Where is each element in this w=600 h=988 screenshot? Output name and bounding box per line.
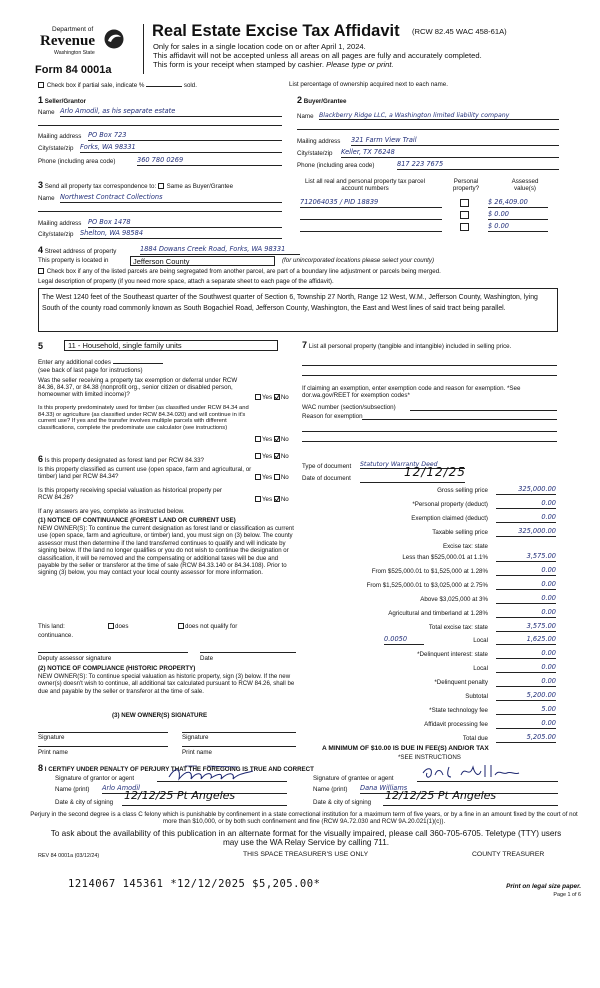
tax-label: Less than $525,000.01 at 1.1% xyxy=(402,554,488,561)
checkmark-icon xyxy=(274,394,280,400)
correspondence-heading: 3 Send all property tax correspondence to: Same as Buyer/Grantee xyxy=(38,180,234,190)
tax-value[interactable]: 5.00 xyxy=(496,706,556,715)
tax-value[interactable]: 3,575.00 xyxy=(496,623,556,632)
grantee-name-row: Name (print) Dana Williams xyxy=(313,786,558,793)
header-line-2: This affidavit will not be accepted unless all areas on all pages are fully and accurately completed. xyxy=(153,51,482,60)
reason-line-3[interactable] xyxy=(302,438,557,442)
tax-label: Subtotal xyxy=(465,693,488,700)
checkmark-icon xyxy=(274,436,280,442)
grantee-sig-row: Signature of grantee or agent xyxy=(313,775,558,782)
legal-description-field[interactable]: The West 1240 feet of the Southeast quarter of the Southwest quarter of Section 6, Township 27 North, Range 12 West, W.M., Jefferson County, Washington, lying South of the county road commonly known as South Bogachiel Road, Jefferson County, Washington, the East and West lines of said tract being parallel. xyxy=(38,288,558,332)
buyer-city-row: City/state/zip Keller, TX 76248 xyxy=(297,150,559,157)
timber-no-checkbox[interactable] xyxy=(274,436,280,442)
tax-value[interactable]: 0.00 xyxy=(496,581,556,590)
dor-swirl-icon xyxy=(102,28,126,50)
doc-date-row: Date of document 12/12/25 xyxy=(302,465,466,482)
tax-label: *State technology fee xyxy=(429,707,488,714)
checkmark-icon xyxy=(274,496,280,502)
see-back-note: (see back of last page for instructions) xyxy=(38,367,143,374)
historical-question: Is this property receiving special valuation as historical property per RCW 84.26? xyxy=(38,487,222,502)
signature-label-1: Signature xyxy=(38,734,65,741)
tax-label: From $1,525,000.01 to $3,025,000 at 2.75% xyxy=(366,582,488,589)
seller-name-row: Name Arlo Amodil, as his separate estate xyxy=(38,109,282,116)
tax-label: Affidavit processing fee xyxy=(424,721,488,728)
signature-label-2: Signature xyxy=(182,734,209,741)
perjury-notice: Perjury in the second degree is a class C felony which is punishable by confinement in a state correctional institution for a maximum term of five years, or by a fine in an amount fixed by the court of not more than $10,000, or by both such confinement and fine (RCW 9A.72.030 and RCW 9A.20.021(1)(c)). xyxy=(30,811,578,826)
legal-label: Legal description of property (if you need more space, attach a separate sheet to each page of the affidavit). xyxy=(38,278,334,285)
historical-yes-no: Yes No xyxy=(255,496,289,503)
tax-label: Exemption claimed (deduct) xyxy=(411,515,488,522)
new-owner-signature-2[interactable] xyxy=(182,729,296,733)
tax-value[interactable]: 0.00 xyxy=(496,500,556,509)
buyer-city-field[interactable]: Keller, TX 76248 xyxy=(341,149,559,158)
revision-number: REV 84 0001a (03/12/24) xyxy=(38,853,100,859)
correspondence-mail-row: Mailing address PO Box 1478 xyxy=(38,220,282,227)
section7-heading: 7 List all personal property (tangible and intangible) included in selling price. xyxy=(302,340,512,350)
parcel-row xyxy=(300,211,558,222)
grantee-date-row: Date & city of signing 12/12/25 Pt Angeles xyxy=(313,799,558,806)
notice1-title: (1) NOTICE OF CONTINUANCE (FOREST LAND OR CURRENT USE) xyxy=(38,517,236,524)
additional-codes-row: Enter any additional codes xyxy=(38,359,163,366)
located-in-row: This property is located in xyxy=(38,257,109,264)
seller-phone-row: Phone (including area code) 360 780 0269 xyxy=(38,158,282,165)
availability-notice: To ask about the availability of this publication in an alternate format for the visually impaired, please call 360-705-6705. Teletype (TTY) users may use the WA Relay Service by calling 711. xyxy=(50,829,562,848)
same-as-buyer-checkbox[interactable] xyxy=(158,183,164,189)
wac-row: WAC number (section/subsection) xyxy=(302,404,557,411)
buyer-name-line2 xyxy=(297,129,559,130)
tax-value[interactable]: 0.00 xyxy=(496,720,556,729)
seller-mail-row: Mailing address PO Box 723 xyxy=(38,133,282,140)
grantor-name-field[interactable]: Arlo Amodil xyxy=(102,785,287,794)
tax-value[interactable]: 0.00 xyxy=(496,567,556,576)
tax-label: From $525,000.01 to $1,525,000 at 1.28% xyxy=(371,568,488,575)
tax-label: *Delinquent penalty xyxy=(434,679,488,686)
seller-heading: 1 Seller/Grantor xyxy=(38,95,87,105)
notice1-body: NEW OWNER(S): To continue the current designation as forest land or classification as current use (open space, farm and agriculture, or timber) land, you must sign on (3) below. The county assessor must then determine if the land transferred continues to qualify and will indicate by signing below. If the land no longer qualifies or you do not wish to continue the designation or classification, it will be removed and the compensating or additional taxes will be due and payable by the seller or transferor at the time of sale (RCW 84.33.140 or 84.34.108). Prior to signing (3) below, you may contact your local county assessor for more information. xyxy=(38,525,294,577)
seller-city-field[interactable]: Forks, WA 98331 xyxy=(80,144,282,153)
deputy-date-field[interactable] xyxy=(200,647,296,653)
assessed-value-field[interactable]: $ 0.00 xyxy=(488,211,548,220)
personal-property-checkbox[interactable] xyxy=(460,199,469,207)
current-use-question: Is this property classified as current use (open space, farm and agricultural, or timber) land per RCW 84.34? xyxy=(38,466,252,481)
tax-label: Local xyxy=(473,665,488,672)
new-owner-print-2[interactable] xyxy=(182,743,296,747)
grantor-date-field[interactable]: 12/12/25 Pt Angeles xyxy=(122,792,287,806)
tax-value[interactable]: 0.00 xyxy=(496,609,556,618)
tax-label: *Delinquent interest: state xyxy=(417,651,488,658)
form-title: Real Estate Excise Tax Affidavit xyxy=(152,22,400,40)
grantee-name-field[interactable]: Dana Williams xyxy=(360,785,558,794)
parcel-number-field[interactable] xyxy=(300,211,442,220)
see-instructions: *SEE INSTRUCTIONS xyxy=(398,754,461,761)
form-citation: (RCW 82.45 WAC 458-61A) xyxy=(412,27,507,36)
personal-property-line-2[interactable] xyxy=(302,372,557,376)
seller-name-line2 xyxy=(38,125,282,126)
tax-value[interactable]: 325,000.00 xyxy=(496,528,556,537)
notice2-title: (2) NOTICE OF COMPLIANCE (HISTORIC PROPERTY) xyxy=(38,665,196,672)
county-treasurer: COUNTY TREASURER xyxy=(472,851,545,858)
section5-num: 5 xyxy=(38,341,44,351)
correspondence-name-field[interactable]: Northwest Contract Collections xyxy=(60,194,282,203)
assessed-col-header: Assessed value(s) xyxy=(511,178,539,193)
buyer-phone-field[interactable]: 817 223 7675 xyxy=(397,161,559,170)
buyer-mail-field[interactable]: 321 Farm View Trail xyxy=(351,137,559,146)
print-on-legal: Print on legal size paper. xyxy=(506,883,581,890)
doc-type-row: Type of document Statutory Warranty Deed xyxy=(302,463,557,470)
certify-row: 8 I CERTIFY UNDER PENALTY OF PERJURY THAT THE FOREGOING IS TRUE AND CORRECT xyxy=(38,763,314,773)
dor-revenue-word: Revenue xyxy=(40,33,95,49)
correspondence-mail-field[interactable]: PO Box 1478 xyxy=(88,219,282,228)
dor-logo xyxy=(30,26,130,68)
form-number: Form 84 0001a xyxy=(35,64,112,76)
grantee-signature-field[interactable] xyxy=(417,769,558,782)
exemption-instruction: If claiming an exemption, enter exemption code and reason for exemption. *See dor.wa.gov/REET for exemption codes* xyxy=(302,385,521,400)
tax-label: Local xyxy=(473,637,488,644)
tax-value[interactable]: 0.00 xyxy=(496,678,556,687)
grantor-name-row: Name (print) Arlo Amodil xyxy=(55,786,295,793)
grantor-sig-row: Signature of grantor or agent xyxy=(55,775,295,782)
tax-label: Total due xyxy=(462,735,488,742)
checkmark-icon xyxy=(274,453,280,459)
parcel-number-field[interactable] xyxy=(300,223,442,232)
correspondence-name-row: Name Northwest Contract Collections xyxy=(38,195,282,202)
buyer-phone-row: Phone (including area code) 817 223 7675 xyxy=(297,162,559,169)
exemption-question: Was the seller receiving a property tax exemption or deferral under RCW 84.36, 84.37, or 84.38 (nonprofit org., senior citizen or disabled person, homeowner with limited income)? xyxy=(38,377,238,399)
personal-property-checkbox[interactable] xyxy=(460,211,469,219)
partial-sale-checkbox[interactable] xyxy=(38,82,44,88)
exemption-no-checkbox[interactable] xyxy=(274,394,280,400)
tax-label: Excise tax: state xyxy=(442,543,488,550)
tax-value[interactable]: 0.00 xyxy=(496,595,556,604)
wac-field[interactable] xyxy=(410,404,557,411)
buyer-name-field[interactable]: Blackberry Ridge LLC, a Washington limited liability company xyxy=(319,112,559,120)
tax-value[interactable]: 0.00 xyxy=(496,514,556,523)
tax-label: Above $3,025,000 at 3% xyxy=(420,596,488,603)
parcel-col-header: List all real and personal property tax parcel account numbers xyxy=(304,178,426,193)
treasurer-use: THIS SPACE TREASURER'S USE ONLY xyxy=(243,851,369,858)
continuance-label: continuance. xyxy=(38,632,74,639)
grantor-date-row: Date & city of signing 12/12/25 Pt Angeles xyxy=(55,799,295,806)
tax-label: Gross selling price xyxy=(437,487,488,494)
reason-line-2[interactable] xyxy=(302,428,557,432)
buyer-heading: 2 Buyer/Grantee xyxy=(297,95,347,105)
current-use-yes-checkbox[interactable] xyxy=(255,474,261,480)
new-owner-print-1[interactable] xyxy=(38,743,168,747)
historical-no-checkbox[interactable] xyxy=(274,496,280,502)
doc-type-field[interactable]: Statutory Warranty Deed xyxy=(360,461,465,469)
tax-value[interactable]: 5,205.00 xyxy=(496,734,556,743)
dor-state-line: Washington State xyxy=(54,50,95,56)
assessed-value-field[interactable]: $ 26,409.00 xyxy=(488,199,548,208)
street-row: 4 Street address of property 1884 Dowans Creek Road, Forks, WA 98331 xyxy=(38,245,300,255)
correspondence-city-field[interactable]: Shelton, WA 98584 xyxy=(80,230,282,239)
does-not-qualify-checkbox[interactable] xyxy=(178,623,184,629)
deputy-date-label: Date xyxy=(200,655,214,662)
if-yes-note: If any answers are yes, complete as instructed below. xyxy=(38,508,185,515)
treasurer-stamp: 1214067 145361 *12/12/2025 $5,205.00* xyxy=(68,878,321,890)
tax-table xyxy=(302,484,558,764)
current-use-no-checkbox[interactable] xyxy=(274,474,280,480)
exemption-yes-checkbox[interactable] xyxy=(255,394,261,400)
parcel-row xyxy=(300,223,558,234)
parcel-row xyxy=(300,199,558,210)
seller-name-field[interactable]: Arlo Amodil, as his separate estate xyxy=(60,108,282,117)
use-code-select[interactable]: 11 - Household, single family units xyxy=(64,340,278,351)
tax-label: Taxable selling price xyxy=(432,529,488,536)
reason-field[interactable] xyxy=(362,413,557,420)
new-owner-sig-title: (3) NEW OWNER(S) SIGNATURE xyxy=(112,712,208,719)
print-name-label-1: Print name xyxy=(38,749,68,756)
correspondence-name-line2 xyxy=(38,211,282,212)
header-line-3: This form is your receipt when stamped by cashier. Please type or print. xyxy=(153,60,394,69)
forest-yes-checkbox[interactable] xyxy=(255,453,261,459)
seller-city-row: City/state/zip Forks, WA 98331 xyxy=(38,145,282,152)
this-land-row: This land: does does not qualify for xyxy=(38,623,238,630)
tax-value[interactable]: 5,200.00 xyxy=(496,692,556,701)
segregated-checkbox[interactable] xyxy=(38,268,44,274)
seller-phone-field[interactable]: 360 780 0269 xyxy=(137,157,282,166)
dor-dept-line: Department of xyxy=(52,26,94,33)
personal-property-checkbox[interactable] xyxy=(460,223,469,231)
county-select[interactable]: Jefferson County xyxy=(130,256,275,266)
grantor-signature-field[interactable] xyxy=(157,769,287,782)
current-use-yes-no: Yes No xyxy=(255,474,289,481)
timber-question: Is this property predominately used for timber (as classified under RCW 84.34 and 84.33) or agriculture (as classified under RCW 84.34.020) and will continue in it's current use? If yes and the transfer involves multiple parcels with different classifications, complete the predominate use calculator (see instructions) xyxy=(38,405,249,431)
exemption-yes-no: Yes No xyxy=(255,394,289,401)
tax-label: *Personal property (deduct) xyxy=(412,501,488,508)
print-name-label-2: Print name xyxy=(182,749,212,756)
personal-property-line-1[interactable] xyxy=(302,362,557,366)
ownership-note: List percentage of ownership acquired next to each name. xyxy=(289,81,448,88)
header-line-1: Only for sales in a single location code on or after April 1, 2024. xyxy=(153,42,366,51)
tax-label: Agricultural and timberland at 1.28% xyxy=(388,610,488,617)
grantee-date-field[interactable]: 12/12/25 Pt Angeles xyxy=(383,792,558,806)
reason-row: Reason for exemption xyxy=(302,413,557,420)
parcel-number-field[interactable]: 712064035 / PID 18839 xyxy=(300,199,442,208)
tax-value[interactable]: 1,625.00 xyxy=(496,636,556,645)
tax-value[interactable]: 3,575.00 xyxy=(496,553,556,562)
notice2-body: NEW OWNER(S): To continue special valuation as historic property, sign (3) below. If the new owner(s) doesn't wish to continue, all additional tax calculated pursuant to RCW 84.26, shall be due and payable by the seller or transferor at the time of sale. xyxy=(38,673,295,695)
segregated-row: Check box if any of the listed parcels are being segregated from another parcel, are part of a boundary line adjustment or parcels being merged. xyxy=(38,268,441,275)
header-divider xyxy=(143,24,144,74)
assessed-value-field[interactable]: $ 0.00 xyxy=(488,223,548,232)
timber-yes-checkbox[interactable] xyxy=(255,436,261,442)
local-rate-field[interactable]: 0.0050 xyxy=(384,636,424,645)
doc-date-field[interactable]: 12/12/25 xyxy=(360,470,465,483)
tax-value[interactable]: 0.00 xyxy=(496,664,556,673)
seller-mail-field[interactable]: PO Box 723 xyxy=(88,132,282,141)
deputy-sig-label: Deputy assessor signature xyxy=(38,655,112,662)
timber-yes-no: Yes No xyxy=(255,436,289,443)
grantor-signature-image xyxy=(167,765,257,783)
partial-sale-row: Check box if partial sale, indicate % sold. xyxy=(38,82,197,89)
street-address-field[interactable]: 1884 Dowans Creek Road, Forks, WA 98331 xyxy=(140,246,300,255)
forest-yes-no: Yes No xyxy=(255,453,289,460)
tax-value[interactable]: 0.00 xyxy=(496,650,556,659)
page-number: Page 1 of 6 xyxy=(553,892,581,898)
buyer-name-row: Name Blackberry Ridge LLC, a Washington limited liability company xyxy=(297,113,559,120)
personal-col-header: Personal property? xyxy=(452,178,480,193)
does-qualify-checkbox[interactable] xyxy=(108,623,114,629)
deputy-signature-field[interactable] xyxy=(38,647,188,653)
tax-label: Total excise tax: state xyxy=(428,624,488,631)
unincorporated-note: (for unincorporated locations please select your county) xyxy=(282,257,435,264)
grantee-signature-image xyxy=(421,763,521,781)
tax-value[interactable]: 325,000.00 xyxy=(496,486,556,495)
buyer-mail-row: Mailing address 321 Farm View Trail xyxy=(297,138,559,145)
minimum-note: A MINIMUM OF $10.00 IS DUE IN FEE(S) AND/OR TAX xyxy=(322,745,489,752)
correspondence-city-row: City/state/zip Shelton, WA 98584 xyxy=(38,231,282,238)
forest-question: 6 Is this property designated as forest land per RCW 84.33? xyxy=(38,454,204,464)
new-owner-signature-1[interactable] xyxy=(38,729,168,733)
forest-no-checkbox[interactable] xyxy=(274,453,280,459)
historical-yes-checkbox[interactable] xyxy=(255,496,261,502)
